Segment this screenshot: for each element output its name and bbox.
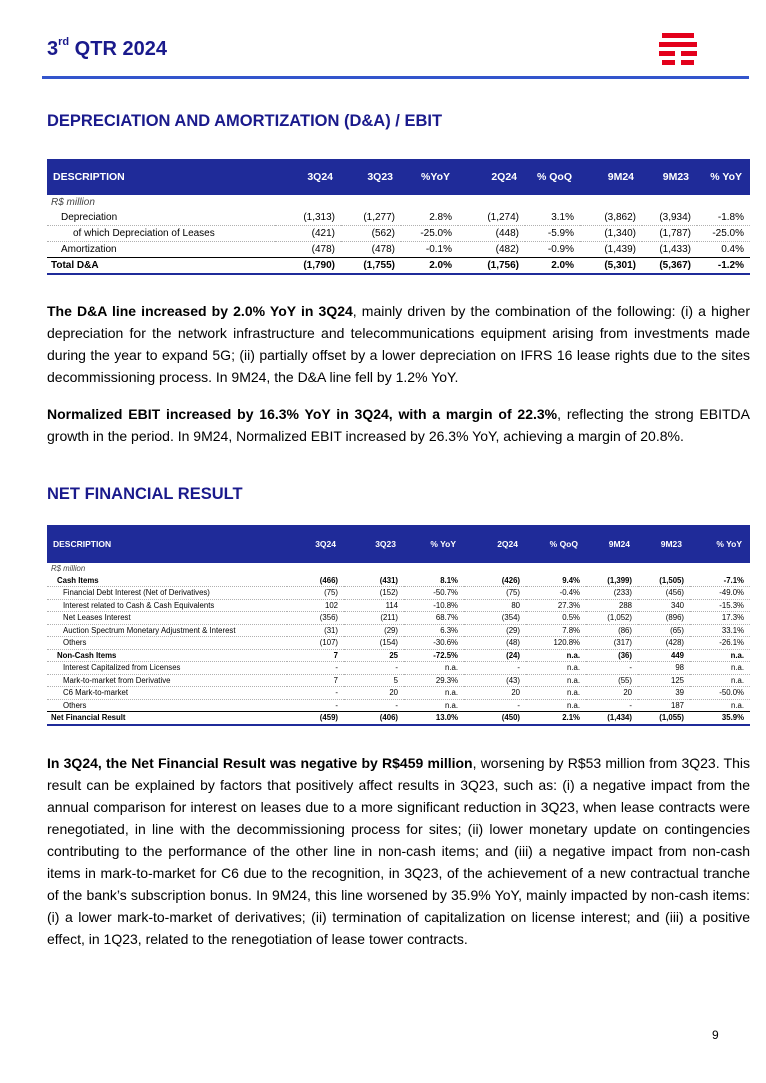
row-label: Mark-to-market from Derivative <box>47 674 287 687</box>
cell-value: (406) <box>344 712 404 725</box>
table-row <box>47 587 750 600</box>
cell-value: 25 <box>344 649 404 662</box>
cell-value: -50.7% <box>404 587 464 600</box>
cell-value: - <box>287 662 344 675</box>
cell-value: - <box>464 699 526 712</box>
table-row <box>47 624 750 637</box>
column-header: 9M24 <box>580 159 642 195</box>
cell-value: - <box>287 687 344 700</box>
row-label: Interest related to Cash & Cash Equivalents <box>47 599 287 612</box>
cell-value: 125 <box>638 674 690 687</box>
cell-value: 7 <box>287 674 344 687</box>
cell-value: 9.4% <box>526 575 586 587</box>
cell-value: -50.0% <box>690 687 750 700</box>
cell-value: (107) <box>287 637 344 650</box>
table-row <box>47 575 750 587</box>
cell-value: n.a. <box>526 699 586 712</box>
column-header: 9M24 <box>586 525 638 563</box>
cell-value: -30.6% <box>404 637 464 650</box>
cell-value: (421) <box>275 226 341 242</box>
cell-value: -49.0% <box>690 587 750 600</box>
column-header: % YoY <box>690 525 750 563</box>
column-header: 3Q23 <box>344 525 404 563</box>
row-label: Net Financial Result <box>47 712 287 725</box>
row-label: Financial Debt Interest (Net of Derivatives) <box>47 587 287 600</box>
cell-value: 187 <box>638 699 690 712</box>
row-label: C6 Mark-to-market <box>47 687 287 700</box>
cell-value: 20 <box>464 687 526 700</box>
cell-value: n.a. <box>690 674 750 687</box>
cell-value: n.a. <box>526 687 586 700</box>
column-header: 9M23 <box>638 525 690 563</box>
cell-value: (562) <box>341 226 401 242</box>
column-header: % YoY <box>697 159 750 195</box>
cell-value: -25.0% <box>401 226 458 242</box>
table-row <box>47 612 750 625</box>
cell-value: 68.7% <box>404 612 464 625</box>
cell-value: (1,277) <box>341 210 401 226</box>
cell-value: (1,755) <box>341 258 401 275</box>
row-label: Interest Capitalized from Licenses <box>47 662 287 675</box>
cell-value: 2.0% <box>401 258 458 275</box>
cell-value: (450) <box>464 712 526 725</box>
cell-value: (29) <box>344 624 404 637</box>
row-label: Cash Items <box>47 575 287 587</box>
cell-value: (478) <box>341 242 401 258</box>
cell-value: - <box>344 662 404 675</box>
row-label: of which Depreciation of Leases <box>47 226 275 242</box>
cell-value: (233) <box>586 587 638 600</box>
cell-value: (5,367) <box>642 258 697 275</box>
cell-value: - <box>586 699 638 712</box>
cell-value: 340 <box>638 599 690 612</box>
cell-value: (448) <box>458 226 525 242</box>
cell-value: 33.1% <box>690 624 750 637</box>
cell-value: 20 <box>344 687 404 700</box>
table-row <box>47 637 750 650</box>
cell-value: 8.1% <box>404 575 464 587</box>
table-row <box>47 242 750 258</box>
da-table <box>47 159 750 275</box>
cell-value: -26.1% <box>690 637 750 650</box>
cell-value: (1,756) <box>458 258 525 275</box>
cell-value: 20 <box>586 687 638 700</box>
cell-value: -25.0% <box>697 226 750 242</box>
cell-value: n.a. <box>404 687 464 700</box>
cell-value: 7.8% <box>526 624 586 637</box>
cell-value: 2.8% <box>401 210 458 226</box>
cell-value: (48) <box>464 637 526 650</box>
cell-value: 0.4% <box>697 242 750 258</box>
table-row <box>47 599 750 612</box>
cell-value: (1,274) <box>458 210 525 226</box>
cell-value: 17.3% <box>690 612 750 625</box>
total-row <box>47 258 750 275</box>
page-header-title: 3rd QTR 2024 <box>47 36 167 60</box>
cell-value: (431) <box>344 575 404 587</box>
cell-value: 5 <box>344 674 404 687</box>
cell-value: (43) <box>464 674 526 687</box>
column-header: % QoQ <box>525 159 580 195</box>
cell-value: -0.1% <box>401 242 458 258</box>
column-header: 3Q24 <box>287 525 344 563</box>
cell-value: (75) <box>287 587 344 600</box>
cell-value: n.a. <box>690 662 750 675</box>
cell-value: -5.9% <box>525 226 580 242</box>
cell-value: (1,340) <box>580 226 642 242</box>
cell-value: -1.2% <box>697 258 750 275</box>
cell-value: (152) <box>344 587 404 600</box>
column-header: DESCRIPTION <box>47 525 287 563</box>
cell-value: (482) <box>458 242 525 258</box>
cell-value: -7.1% <box>690 575 750 587</box>
cell-value: 29.3% <box>404 674 464 687</box>
cell-value: -10.8% <box>404 599 464 612</box>
cell-value: (466) <box>287 575 344 587</box>
da-section-title: DEPRECIATION AND AMORTIZATION (D&A) / EBIT <box>47 112 443 130</box>
cell-value: (3,934) <box>642 210 697 226</box>
cell-value: 27.3% <box>526 599 586 612</box>
cell-value: (426) <box>464 575 526 587</box>
cell-value: (65) <box>638 624 690 637</box>
cell-value: - <box>464 662 526 675</box>
cell-value: (24) <box>464 649 526 662</box>
row-label: Total D&A <box>47 258 275 275</box>
row-label: Net Leases Interest <box>47 612 287 625</box>
cell-value: (55) <box>586 674 638 687</box>
table-row <box>47 226 750 242</box>
cell-value: (428) <box>638 637 690 650</box>
cell-value: 2.0% <box>525 258 580 275</box>
cell-value: -15.3% <box>690 599 750 612</box>
cell-value: (1,052) <box>586 612 638 625</box>
cell-value: (154) <box>344 637 404 650</box>
cell-value: 120.8% <box>526 637 586 650</box>
table-row <box>47 662 750 675</box>
cell-value: (1,433) <box>642 242 697 258</box>
cell-value: 98 <box>638 662 690 675</box>
cell-value: - <box>287 699 344 712</box>
cell-value: n.a. <box>526 649 586 662</box>
cell-value: -0.9% <box>525 242 580 258</box>
row-label: Auction Spectrum Monetary Adjustment & Interest <box>47 624 287 637</box>
nfr-section-title: NET FINANCIAL RESULT <box>47 485 243 503</box>
cell-value: (354) <box>464 612 526 625</box>
header-divider <box>42 76 749 79</box>
row-label: Amortization <box>47 242 275 258</box>
table-row <box>47 649 750 662</box>
cell-value: n.a. <box>526 662 586 675</box>
row-label: Others <box>47 699 287 712</box>
page-number: 9 <box>712 1028 719 1042</box>
ebit-paragraph: Normalized EBIT increased by 16.3% YoY in 3Q24, with a margin of 22.3%, reflecting the strong EBITDA growth in the period. In 9M24, Normalized EBIT increased by 26.3% YoY, achieving a margin of 20.8%. <box>47 406 751 444</box>
unit-row <box>47 563 750 575</box>
cell-value: n.a. <box>690 649 750 662</box>
cell-value: n.a. <box>404 662 464 675</box>
cell-value: (86) <box>586 624 638 637</box>
column-header: %YoY <box>401 159 458 195</box>
cell-value: 3.1% <box>525 210 580 226</box>
cell-value: 13.0% <box>404 712 464 725</box>
cell-value: -72.5% <box>404 649 464 662</box>
cell-value: 39 <box>638 687 690 700</box>
cell-value: 449 <box>638 649 690 662</box>
nfr-table <box>47 525 750 726</box>
row-label: Depreciation <box>47 210 275 226</box>
cell-value: n.a. <box>690 699 750 712</box>
row-label: Non-Cash Items <box>47 649 287 662</box>
column-header: 2Q24 <box>464 525 526 563</box>
cell-value: n.a. <box>404 699 464 712</box>
table-row <box>47 210 750 226</box>
unit-label: R$ million <box>51 197 95 208</box>
row-label: Others <box>47 637 287 650</box>
cell-value: (356) <box>287 612 344 625</box>
da-paragraph: The D&A line increased by 2.0% YoY in 3Q24, mainly driven by the combination of the following: (i) a higher depreciation for the network infrastructure and telecommunications equipment arising from investments made during the year to expand 5G; (ii) partially offset by a lower depreciation on IFRS 16 lease rights due to the sites decommissioning process. In 9M24, the D&A line fell by 1.2% YoY. <box>47 303 750 385</box>
cell-value: (317) <box>586 637 638 650</box>
cell-value: 80 <box>464 599 526 612</box>
cell-value: - <box>586 662 638 675</box>
cell-value: (1,434) <box>586 712 638 725</box>
cell-value: -1.8% <box>697 210 750 226</box>
column-header: % YoY <box>404 525 464 563</box>
company-logo-icon <box>659 33 697 67</box>
cell-value: 102 <box>287 599 344 612</box>
da-table-header <box>47 159 750 195</box>
column-header: 3Q24 <box>275 159 341 195</box>
cell-value: (29) <box>464 624 526 637</box>
cell-value: 288 <box>586 599 638 612</box>
cell-value: (5,301) <box>580 258 642 275</box>
column-header: 3Q23 <box>341 159 401 195</box>
cell-value: 7 <box>287 649 344 662</box>
cell-value: 35.9% <box>690 712 750 725</box>
total-row <box>47 712 750 725</box>
column-header: % QoQ <box>526 525 586 563</box>
cell-value: (1,439) <box>580 242 642 258</box>
cell-value: (1,055) <box>638 712 690 725</box>
cell-value: (896) <box>638 612 690 625</box>
cell-value: (1,790) <box>275 258 341 275</box>
cell-value: (75) <box>464 587 526 600</box>
cell-value: (1,505) <box>638 575 690 587</box>
cell-value: n.a. <box>526 674 586 687</box>
cell-value: (1,399) <box>586 575 638 587</box>
cell-value: 2.1% <box>526 712 586 725</box>
cell-value: 0.5% <box>526 612 586 625</box>
cell-value: (36) <box>586 649 638 662</box>
cell-value: (456) <box>638 587 690 600</box>
cell-value: -0.4% <box>526 587 586 600</box>
table-row <box>47 699 750 712</box>
cell-value: (3,862) <box>580 210 642 226</box>
table-row <box>47 687 750 700</box>
cell-value: (459) <box>287 712 344 725</box>
table-row <box>47 674 750 687</box>
unit-label: R$ million <box>51 564 86 574</box>
cell-value: (211) <box>344 612 404 625</box>
cell-value: (478) <box>275 242 341 258</box>
nfr-paragraph: In 3Q24, the Net Financial Result was negative by R$459 million, worsening by R$53 million from 3Q23. This result can be explained by factors that positively affect results in 3Q23, such as: (i) a negative impact from the annual comparison for interest on leases due to a more significant reduction in 3Q23, when lease contracts were renegotiated, in line with the decommissioning process for sites; (ii) lower monetary update on contingencies contributing to the performance of the other line in non-cash items; and (iii) a negative impact from non-cash items in mark-to-market for C6 due to the recognition, in 3Q23, of the achievement of a new contractual tranche of the bank’s subscription bonus. In 9M24, this line worsened by 35.9% YoY, mainly impacted by non-cash items: (i) a lower mark-to-market of derivatives; (ii) termination of capitalization on license interest; and (iii) a positive effect, in 1Q23, related to the renegotiation of lease tower contracts. <box>47 755 750 947</box>
column-header: DESCRIPTION <box>47 159 275 195</box>
cell-value: (1,787) <box>642 226 697 242</box>
unit-row <box>47 195 750 210</box>
cell-value: 6.3% <box>404 624 464 637</box>
nfr-table-header <box>47 525 750 563</box>
column-header: 2Q24 <box>458 159 525 195</box>
column-header: 9M23 <box>642 159 697 195</box>
cell-value: - <box>344 699 404 712</box>
cell-value: 114 <box>344 599 404 612</box>
cell-value: (31) <box>287 624 344 637</box>
cell-value: (1,313) <box>275 210 341 226</box>
